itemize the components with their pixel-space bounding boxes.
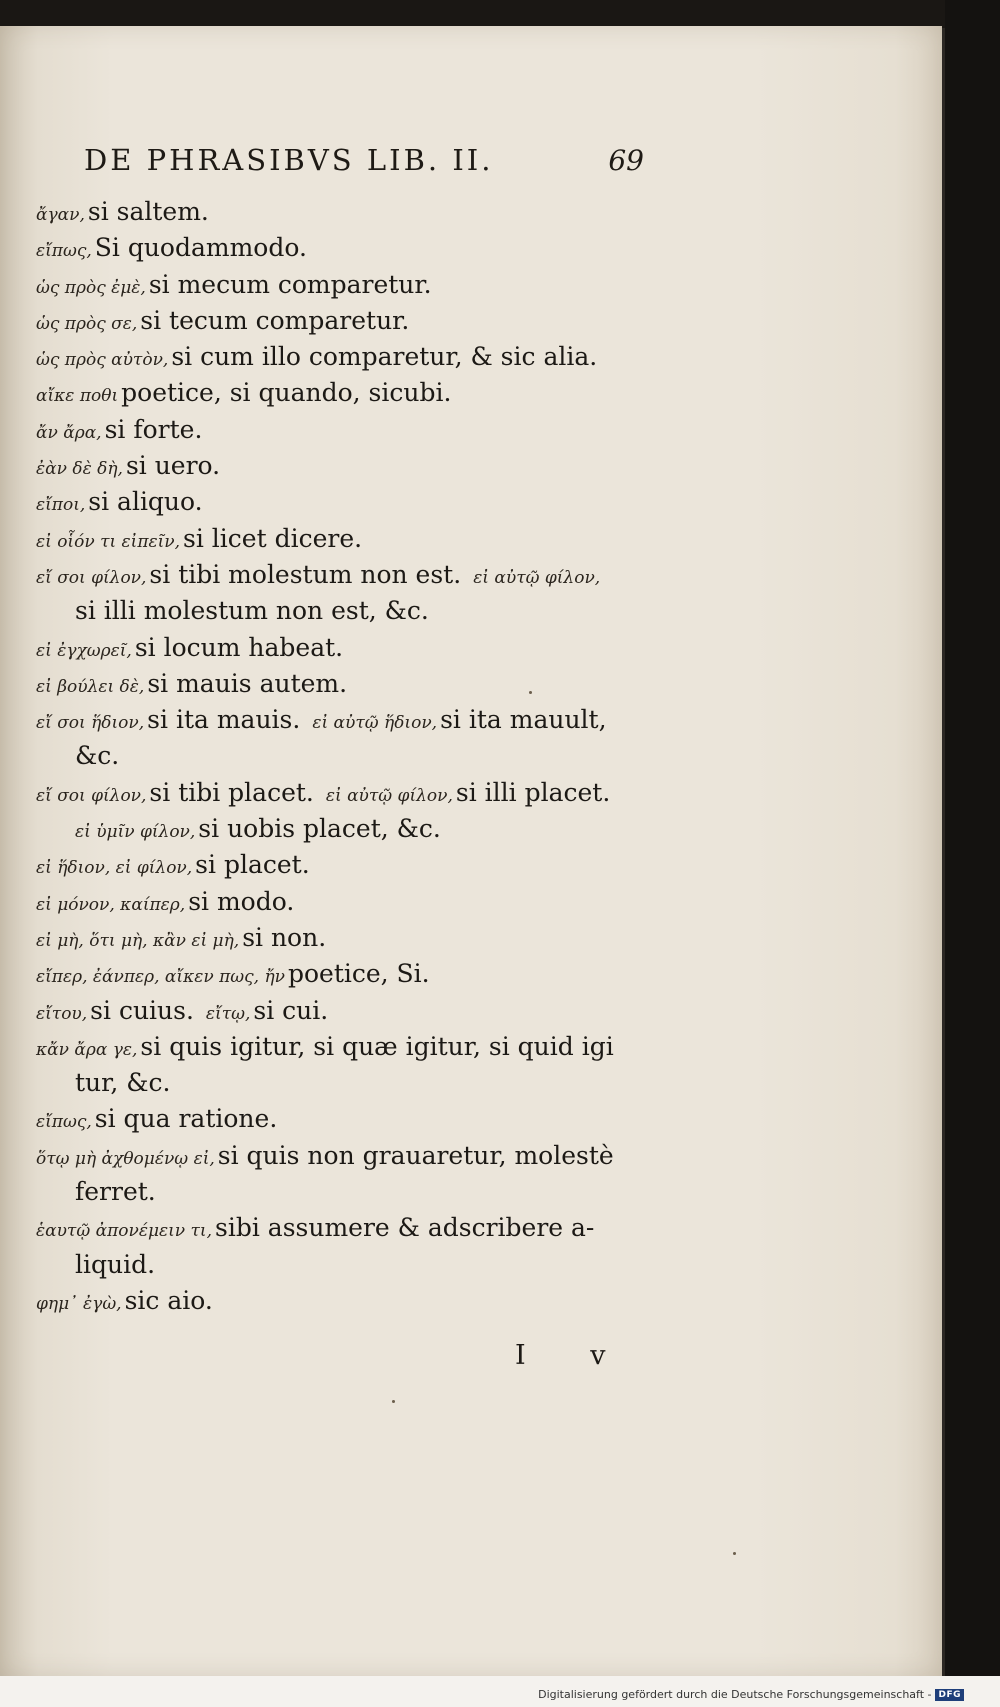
text-line [36,884,726,920]
text-line [36,521,726,557]
latin-gloss: poetice, Si. [287,959,430,989]
latin-gloss: si tecum comparetur. [140,305,410,335]
text-line [36,920,726,956]
greek-term: εἴπως, [36,1112,92,1133]
greek-term: εἰ αὐτῷ ἥδιον, [312,713,438,734]
text-line [36,484,726,520]
greek-term: εἴποι, [36,495,86,516]
running-head [84,143,644,177]
text-line [36,811,726,847]
latin-gloss: si cum illo comparetur, & sic alia. [171,342,598,372]
latin-gloss: si mecum comparetur. [148,269,432,299]
greek-term: εἰ ὑμῖν φίλον, [75,822,196,843]
scan-right-border [945,0,1000,1707]
latin-gloss: si saltem. [87,197,209,226]
greek-term: εἰ αὐτῷ φίλον, [325,785,453,806]
footer-band [0,1676,1000,1707]
latin-gloss: si tibi molestum non est. [149,559,462,589]
greek-term: φημ᾽ ἐγὼ, [36,1293,122,1314]
latin-gloss: ferret. [75,1177,156,1207]
paper-speck [529,691,532,694]
greek-term: εἴπερ, ἐάνπερ, αἴκεν πως, ἤν [36,967,285,988]
page-number: 69 [608,144,644,177]
latin-gloss: si forte. [104,414,203,444]
latin-gloss: si cuius. [90,995,194,1025]
latin-gloss: si cui. [253,995,329,1025]
dfg-logo: DFG [935,1689,964,1701]
text-line [36,1138,726,1174]
paper-speck [392,1400,395,1403]
latin-gloss: poetice, si quando, sicubi. [121,378,452,408]
signature-mark: I v [515,1340,634,1371]
text-line [36,557,726,593]
text-line [36,412,726,448]
latin-gloss: si locum habeat. [134,632,344,662]
running-head-title: DE PHRASIBVS LIB. II. [84,143,494,177]
text-line [36,593,726,629]
latin-gloss: si qua ratione. [94,1104,278,1134]
greek-term: εἴ σοι ἥδιον, [36,713,145,734]
greek-term: εἴπως, [36,241,92,262]
latin-gloss: si licet dicere. [183,523,363,553]
greek-term: ἑαυτῷ ἀπονέμειν τι, [36,1221,213,1242]
latin-gloss: si placet. [195,850,310,880]
text-line [36,956,726,992]
latin-gloss: si uero. [125,451,221,481]
text-line [36,702,726,738]
greek-term: ὡς πρὸς ἐμὲ, [36,277,146,298]
latin-gloss: si ita mauis. [147,705,301,735]
text-line [36,1101,726,1137]
greek-term: εἰ οἷόν τι εἰπεῖν, [36,531,181,552]
latin-gloss: si tibi placet. [149,777,314,807]
latin-gloss: si uobis placet, &c. [198,814,441,844]
latin-gloss: sibi assumere & adscribere a- [215,1213,595,1243]
text-line [36,303,726,339]
latin-gloss: si illi placet. [455,777,611,807]
greek-term: ὡς πρὸς αὐτὸν, [36,350,169,371]
latin-gloss: si aliquo. [88,487,203,517]
latin-gloss: &c. [75,741,120,771]
greek-term: ἄν ἄρα, [36,422,102,443]
dfg-credit [538,1688,964,1701]
paper-speck [733,1552,736,1555]
text-block [36,194,726,1319]
greek-term: εἰ μὴ, ὅτι μὴ, κἂν εἰ μὴ, [36,930,240,951]
greek-term: αἴκε ποθι [36,386,119,407]
latin-gloss: sic aio. [124,1285,213,1315]
latin-gloss: si non. [242,922,327,952]
greek-term: εἴτῳ, [205,1003,251,1024]
dfg-credit-text: Digitalisierung gefördert durch die Deutsche Forschungsgemeinschaft - [538,1688,932,1701]
greek-term: εἰ ἥδιον, εἰ φίλον, [36,858,193,879]
latin-gloss: si ita mauult, [440,705,607,735]
greek-term: εἰ μόνον, καίπερ, [36,894,186,915]
greek-term: εἰ ἐγχωρεῖ, [36,640,132,661]
text-line [36,230,726,266]
text-line [36,666,726,702]
text-line [36,339,726,375]
latin-gloss: Si quodammodo. [94,233,307,263]
latin-gloss: liquid. [75,1249,156,1279]
greek-term: κἄν ἄρα γε, [36,1039,138,1060]
greek-term: ἄγαν, [36,205,85,225]
text-line [36,194,726,230]
scan-top-border [0,0,1000,28]
greek-term: εἴτου, [36,1003,88,1024]
latin-gloss: si quis non grauaretur, molestè [217,1140,614,1170]
text-line [36,993,726,1029]
text-line [36,775,726,811]
greek-term: εἰ αὐτῷ φίλον, [473,567,601,588]
text-line [36,1247,726,1283]
text-line [36,1029,726,1065]
greek-term: ὅτῳ μὴ ἀχθομένῳ εἰ, [36,1148,215,1169]
latin-gloss: si mauis autem. [147,668,348,698]
greek-term: ἐὰν δὲ δὴ, [36,459,123,480]
text-line [36,448,726,484]
greek-term: εἴ σοι φίλον, [36,785,147,806]
text-line [36,847,726,883]
text-line [36,1210,726,1246]
text-line [36,738,726,774]
text-line [36,630,726,666]
latin-gloss: si modo. [188,886,295,916]
text-line [36,267,726,303]
text-line [36,1174,726,1210]
text-line [36,1283,726,1319]
text-line [36,375,726,411]
text-line [36,1065,726,1101]
latin-gloss: si illi molestum non est, &c. [75,596,429,626]
greek-term: εἴ σοι φίλον, [36,567,147,588]
greek-term: εἰ βούλει δὲ, [36,676,145,697]
latin-gloss: tur, &c. [75,1068,171,1098]
latin-gloss: si quis igitur, si quæ igitur, si quid igi [140,1031,614,1061]
greek-term: ὡς πρὸς σε, [36,313,138,334]
